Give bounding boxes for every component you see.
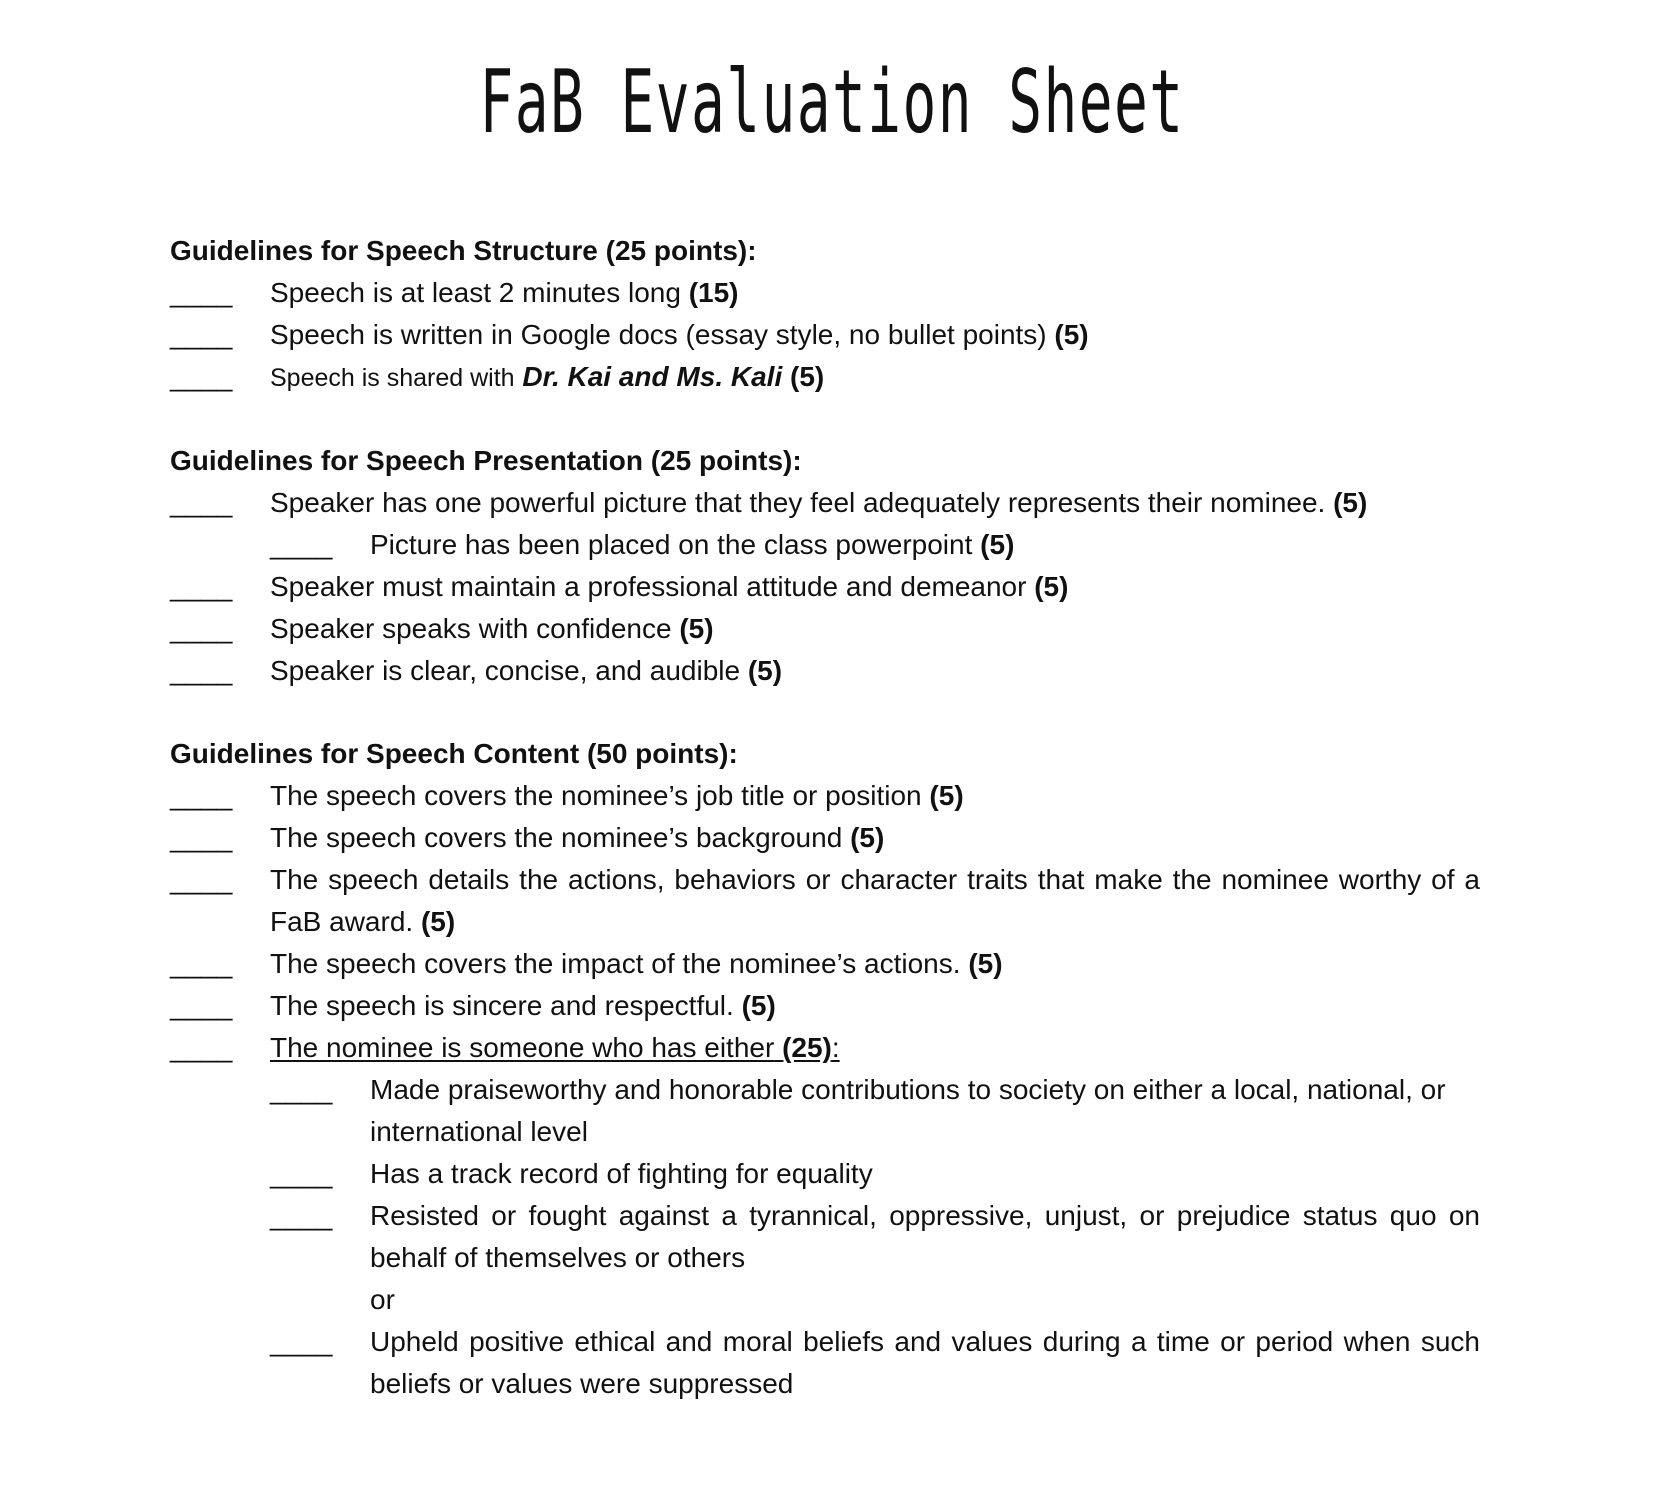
item-text: The speech covers the nominee’s background: [270, 822, 843, 853]
score-blank[interactable]: ____: [170, 361, 233, 392]
score-blank[interactable]: ____: [170, 487, 233, 518]
checklist-item: [170, 943, 1480, 985]
item-points: (5): [790, 361, 825, 392]
item-text: Resisted or fought against a tyrannical, oppressive, unjust, or prejudice status quo on behalf of themselves or others: [370, 1200, 1480, 1273]
score-blank[interactable]: ____: [170, 277, 233, 308]
score-blank[interactable]: ____: [170, 990, 233, 1021]
item-points: (5): [679, 613, 714, 644]
sheet-content: [170, 230, 1480, 1446]
item-text: Speech is at least 2 minutes long: [270, 277, 681, 308]
score-blank[interactable]: ____: [170, 613, 233, 644]
checklist-item: [170, 985, 1480, 1027]
item-suffix: :: [831, 1032, 840, 1063]
item-text: Picture has been placed on the class powerpoint: [370, 529, 973, 560]
item-text: The speech covers the impact of the nominee’s actions.: [270, 948, 961, 979]
item-text: The speech is sincere and respectful.: [270, 990, 734, 1021]
checklist-item: [170, 566, 1480, 608]
section-speech-content: [170, 733, 1480, 1405]
checklist-item: [170, 314, 1480, 356]
score-blank[interactable]: ____: [170, 948, 233, 979]
score-blank[interactable]: ____: [170, 655, 233, 686]
item-points: (5): [420, 906, 456, 937]
checklist-item: [170, 1027, 1480, 1069]
checklist-item: [170, 775, 1480, 817]
checklist-item: [170, 859, 1480, 943]
item-points: (15): [688, 277, 739, 308]
score-blank[interactable]: ____: [170, 864, 233, 895]
item-points: (5): [747, 655, 783, 686]
checklist-item: [170, 608, 1480, 650]
score-blank[interactable]: ____: [270, 529, 333, 560]
checklist-sub-item: [170, 1069, 1480, 1153]
item-text: Speech is written in Google docs (essay style, no bullet points): [270, 319, 1047, 350]
section-speech-presentation: [170, 440, 1480, 692]
checklist-sub-item: [170, 1321, 1480, 1405]
score-blank[interactable]: ____: [270, 1158, 333, 1189]
checklist-sub-item: [170, 1195, 1480, 1279]
score-blank[interactable]: ____: [170, 822, 233, 853]
item-text: Speaker has one powerful picture that they feel adequately represents their nominee.: [270, 487, 1326, 518]
item-text: Speaker is clear, concise, and audible: [270, 655, 741, 686]
item-points: (25): [782, 1032, 832, 1063]
score-blank[interactable]: ____: [270, 1074, 333, 1105]
section-speech-structure: [170, 230, 1480, 399]
item-text: The speech covers the nominee’s job title or position: [270, 780, 922, 811]
score-blank[interactable]: ____: [270, 1200, 333, 1231]
item-points: (5): [929, 780, 964, 811]
item-text: The nominee is someone who has either: [270, 1032, 775, 1063]
checklist-sub-item: [170, 1153, 1480, 1195]
item-text: Speaker must maintain a professional attitude and demeanor: [270, 571, 1027, 602]
item-points: (5): [1034, 571, 1069, 602]
item-text: Upheld positive ethical and moral beliefs and values during a time or period when such beliefs or values were suppressed: [370, 1326, 1480, 1399]
item-points: (5): [850, 822, 885, 853]
score-blank[interactable]: ____: [170, 1032, 233, 1063]
section-heading: Guidelines for Speech Content (50 points):: [170, 738, 738, 769]
score-blank[interactable]: ____: [170, 319, 233, 350]
item-points: (5): [741, 990, 776, 1021]
score-blank[interactable]: ____: [170, 780, 233, 811]
item-text: Speech is shared with: [270, 364, 515, 392]
or-label: or: [370, 1284, 395, 1315]
item-points: (5): [968, 948, 1003, 979]
item-points: (5): [1054, 319, 1089, 350]
item-points: (5): [1333, 487, 1368, 518]
checklist-sub-item: [170, 524, 1480, 566]
item-text: Made praiseworthy and honorable contributions to society on either a local, national, or international level: [370, 1074, 1446, 1147]
checklist-item: [170, 817, 1480, 859]
section-heading: Guidelines for Speech Structure (25 points):: [170, 235, 757, 266]
checklist-item: [170, 356, 1480, 399]
item-text: Speaker speaks with confidence: [270, 613, 672, 644]
checklist-item: [170, 482, 1480, 524]
checklist-item: [170, 650, 1480, 692]
item-text: Has a track record of fighting for equality: [370, 1158, 873, 1189]
checklist-item: [170, 272, 1480, 314]
item-text: The speech details the actions, behaviors or character traits that make the nominee worthy of a FaB award.: [270, 864, 1480, 937]
score-blank[interactable]: ____: [270, 1326, 333, 1357]
section-heading: Guidelines for Speech Presentation (25 points):: [170, 445, 802, 476]
item-emphasis: Dr. Kai and Ms. Kali: [522, 361, 783, 392]
score-blank[interactable]: ____: [170, 571, 233, 602]
item-points: (5): [980, 529, 1015, 560]
page-title: FaB Evaluation Sheet: [479, 52, 1185, 154]
